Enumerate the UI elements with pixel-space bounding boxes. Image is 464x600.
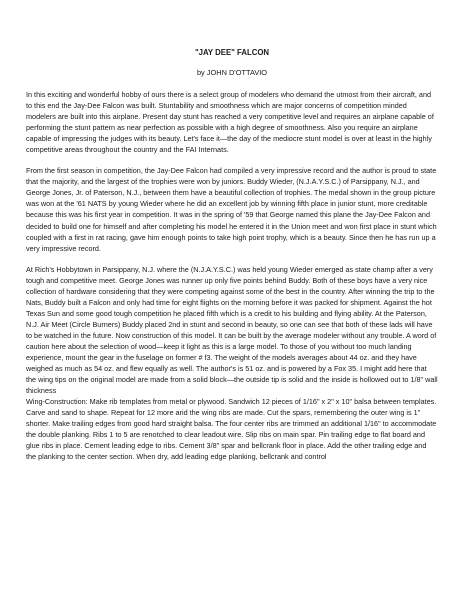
body-paragraph-competition: At Rich's Hobbytown in Parsippany, N.J. where the (N.J.A.Y.S.C.) was held young Wieder emerged as state champ after a very tough and competitive meet. George Jones was runner up only five points behind Buddy. Both of these boys have a very nice collection of hardware considering that they were competing against some of the best in the country. After winning the trip to the Nats, Buddy built a Falcon and only had time for eight flights on the morning before it was packed for shipment. Against the hot Texas Sun and some good tough competition he placed fifth which is a credit to his building and flying ability. At the Paterson, N.J. Air Meet (Circle Burners) Buddy placed 2nd in stunt and second in beauty, so one can see that both of these lads will have to be watched in the future. Now construction of this model. It can be built by the average modeler without any trouble. A word of caution here about the selection of wood—keep it light as this is a large model. To those of you without too much landing experience, mount the gear in the fuselage on former # f3. The weight of the models averages about 44 oz. and they have weighed as much as 54 oz. and flew equally as well. The author's is 51 oz. and is powered by a Fox 35. I might add here that the wing tips on the original model are made from a solid block—the outside tip is solid and the inside is hollowed out to 1/8" wall thickness <box>26 264 438 396</box>
body-paragraph-intro: In this exciting and wonderful hobby of ours there is a select group of modelers who demand the utmost from their aircraft, and to this end the Jay-Dee Falcon was built. Stuntability and smoothness which are major concerns of competition minded modelers are built into this airplane. Present day stunt has reached a very competitive level and requires an airplane capable of performing the stunt pattern as near perfection as possible with a high degree of smoothness. Also you require an airplane capable of impressing the judges with its beauty. Let's face it—the day of the mediocre stunt model is over at least in the highly competitive areas throughout the country and the FAI Internats. <box>26 90 434 155</box>
body-paragraph-history: From the first season in competition, the Jay-Dee Falcon had compiled a very impressive record and the author is proud to state that the majority, and the largest of the trophies were won by juniors. Buddy Wieder, (N.J.A.Y.S.C.) of Parsippany, N.J., and George Jones, Jr. of Paterson, N.J., between them have a beautiful collection of trophies. The medal shown in the group picture was won at the '61 NATS by young Wieder where he did an excellent job by winning fifth place in junior stunt, more creditable because this was his first year in competition. It was in the spring of '59 that George named this plane the Jay-Dee Falcon and decided to build one for himself and after completing his model he entered it in the Union meet and won first place in stunt which coupled with a first in rat racing, gave him enough points to take high point trophy, which is a beauty. Since then he has run up a very impressive record. <box>26 166 437 253</box>
body-paragraph-wing-construction: Wing-Construction: Make rib templates from metal or plywood. Sandwich 12 pieces of 1/16" x 2" x 10" balsa between templates. Carve and sand to shape. Repeat for 12 more arid the wing ribs are made. Cut the spars, remembering the outer wing is 1" shorter. Make trailing edges from good hard straight balsa. The four center ribs are trimmed an additional 1/16" to accommodate the double planking. Ribs 1 to 5 are renotched to clear leadout wire. Slip ribs on main spar. Pin trailing edge to flat board and glue ribs in place. Cement leading edge to ribs. Cement 3/8" spar and bellcrank floor in place. Add the other trailing edge and the planking to the center section. When dry, add leading edge planking, bellcrank and control <box>26 397 437 462</box>
article-title: "JAY DEE" FALCON <box>194 48 270 57</box>
article-byline: by JOHN D'OTTAVIO <box>196 68 268 77</box>
